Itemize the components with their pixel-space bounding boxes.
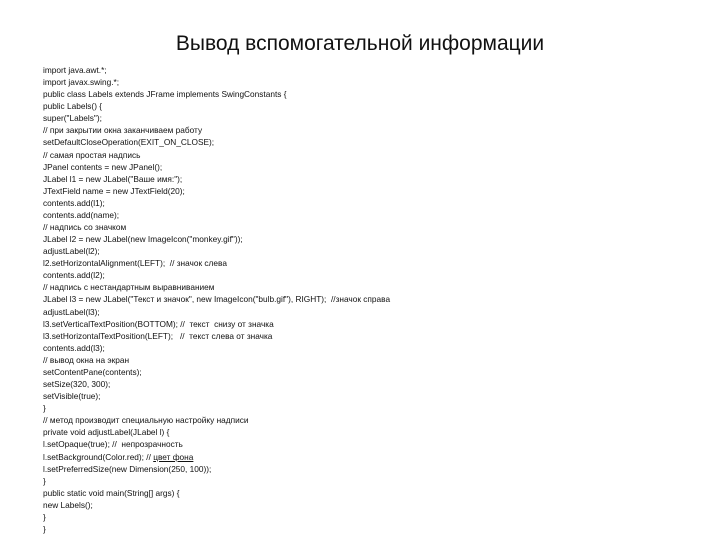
- code-line-text: contents.add(l2);: [43, 270, 105, 281]
- code-line: [43, 197, 390, 209]
- code-line: [43, 414, 390, 426]
- code-line-text: setContentPane(contents);: [43, 366, 142, 377]
- code-line: [43, 390, 390, 402]
- code-line: [43, 245, 390, 257]
- code-line-text: JLabel l2 = new JLabel(new ImageIcon("monkey.gif"));: [43, 234, 243, 245]
- code-line-text: l2.setHorizontalAlignment(LEFT); // значок слева: [43, 258, 227, 269]
- code-line-text: l.setBackground(Color.red); //: [43, 451, 154, 462]
- code-line: [43, 281, 390, 293]
- slide-title: Вывод вспомогательной информации: [175, 32, 545, 55]
- code-line-text: JPanel contents = new JPanel();: [43, 161, 163, 172]
- code-line: [43, 463, 390, 475]
- code-line-text: JLabel l3 = new JLabel("Текст и значок", new ImageIcon("bulb.gif"), RIGHT); //значок справа: [43, 294, 391, 305]
- code-line: [43, 100, 390, 112]
- code-line: [43, 342, 390, 354]
- code-line-text: }: [43, 403, 46, 414]
- code-line-text: }: [43, 511, 46, 522]
- code-line-text: public static void main(String[] args) {: [43, 487, 180, 498]
- code-line: [43, 64, 390, 76]
- code-line: [43, 173, 390, 185]
- code-line-text: adjustLabel(l3);: [43, 306, 100, 317]
- code-line: [43, 185, 390, 197]
- code-line: [43, 161, 390, 173]
- code-line-text: setDefaultCloseOperation(EXIT_ON_CLOSE);: [43, 137, 215, 148]
- code-line: [43, 136, 390, 148]
- code-line-text: import java.awt.*;: [43, 65, 107, 75]
- code-line-text: setSize(320, 300);: [43, 379, 111, 390]
- code-line-text: private void adjustLabel(JLabel l) {: [43, 427, 170, 438]
- code-line: [43, 438, 390, 450]
- code-line-text: JLabel l1 = new JLabel("Ваше имя:");: [43, 173, 183, 184]
- code-line-text: public Labels() {: [43, 101, 103, 112]
- code-line: [43, 221, 390, 233]
- code-line: [43, 76, 390, 88]
- code-line-text: JTextField name = new JTextField(20);: [43, 185, 185, 196]
- code-line-text: // вывод окна на экран: [43, 354, 130, 365]
- code-line-text: }: [43, 523, 46, 534]
- code-line-text: contents.add(l3);: [43, 342, 105, 353]
- code-line-text: adjustLabel(l2);: [43, 246, 100, 257]
- code-line: [43, 112, 390, 124]
- code-line: [43, 511, 390, 523]
- code-line-text: setVisible(true);: [43, 391, 101, 402]
- code-line: [43, 124, 390, 136]
- code-line: [43, 378, 390, 390]
- code-line: [43, 330, 390, 342]
- code-line-text: contents.add(name);: [43, 209, 120, 220]
- code-line-text: // надпись со значком: [43, 222, 127, 233]
- code-line-text: // самая простая надпись: [43, 149, 141, 160]
- code-line: [43, 354, 390, 366]
- code-line-text: l.setOpaque(true); // непрозрачность: [43, 439, 183, 450]
- code-line-text: // метод производит специальную настройку надписи: [43, 415, 249, 426]
- code-line-text: l3.setHorizontalTextPosition(LEFT); // текст слева от значка: [43, 330, 273, 341]
- code-line-text: }: [43, 475, 46, 486]
- code-line-text: import javax.swing.*;: [43, 77, 120, 88]
- code-line: [43, 149, 390, 161]
- code-line: [43, 318, 390, 330]
- code-line: [43, 523, 390, 535]
- code-line: [43, 306, 390, 318]
- underlined-comment: цвет фона: [153, 451, 194, 462]
- code-line: [43, 402, 390, 414]
- code-line-text: super("Labels");: [43, 113, 102, 124]
- code-line: [43, 451, 390, 463]
- code-line: [43, 257, 390, 269]
- code-line: [43, 487, 390, 499]
- code-line: [43, 293, 390, 305]
- code-line-text: public class Labels extends JFrame implements SwingConstants {: [43, 89, 287, 100]
- code-line: [43, 233, 390, 245]
- code-line: [43, 269, 390, 281]
- code-line-text: // при закрытии окна заканчиваем работу: [43, 125, 203, 136]
- code-line-text: l3.setVerticalTextPosition(BOTTOM); // текст снизу от значка: [43, 318, 274, 329]
- code-line: [43, 475, 390, 487]
- code-line: [43, 366, 390, 378]
- code-line: [43, 499, 390, 511]
- code-line-text: contents.add(l1);: [43, 197, 105, 208]
- code-line-text: new Labels();: [43, 499, 93, 510]
- code-listing: [43, 64, 390, 535]
- code-line-text: // надпись с нестандартным выравниванием: [43, 282, 215, 293]
- code-line: [43, 426, 390, 438]
- code-line: [43, 88, 390, 100]
- code-line-text: l.setPreferredSize(new Dimension(250, 100));: [43, 463, 212, 474]
- code-line: [43, 209, 390, 221]
